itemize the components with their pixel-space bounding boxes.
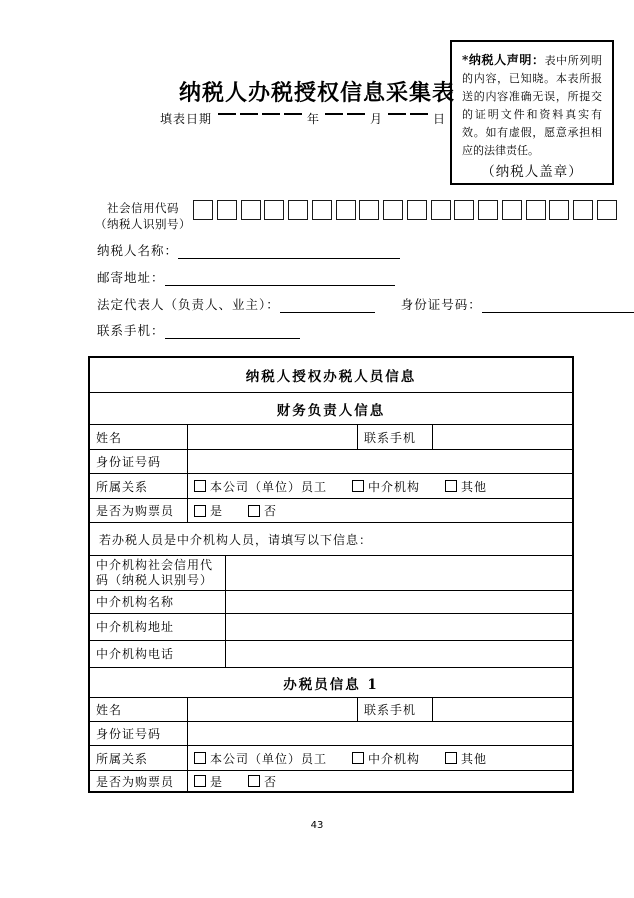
cfo-relation-option-other: 其他 <box>445 478 487 495</box>
mailing-address-field <box>97 268 395 286</box>
clerk1-relation-row <box>90 745 572 770</box>
cfo-mobile-label: 联系手机 <box>357 425 432 449</box>
page-number: 43 <box>310 820 324 831</box>
blank-line-segment <box>218 113 236 115</box>
taxpayer-stamp-label: （纳税人盖章） <box>481 164 583 180</box>
agency-note: 若办税人员是中介机构人员，请填写以下信息： <box>99 532 373 547</box>
credit-code-box <box>217 200 237 220</box>
credit-code-box <box>454 200 474 220</box>
agency-note-row <box>90 522 572 555</box>
clerk1-mobile-label: 联系手机 <box>357 698 432 721</box>
credit-code-box <box>407 200 427 220</box>
clerk1-relation-option-employee: 本公司（单位）员工 <box>194 750 327 767</box>
contact-mobile-blank <box>165 325 300 339</box>
clerk1-section-header: 办税员信息 1 <box>283 676 379 693</box>
cfo-relation-option-agency: 中介机构 <box>352 478 420 495</box>
credit-code-box <box>312 200 332 220</box>
cfo-name-row <box>90 424 572 449</box>
credit-code-label-line2: （纳税人识别号） <box>95 217 191 231</box>
legal-rep-blank <box>280 299 375 313</box>
clerk1-ticket-option-yes: 是 <box>194 773 223 790</box>
clerk1-name-row <box>90 697 572 721</box>
clerk1-id-label: 身份证号码 <box>96 727 162 741</box>
credit-code-box <box>241 200 261 220</box>
clerk1-relation-option-agency: 中介机构 <box>352 750 420 767</box>
credit-code-box <box>526 200 546 220</box>
credit-code-box <box>478 200 498 220</box>
clerk1-ticket-option-no: 否 <box>248 773 277 790</box>
contact-mobile-label: 联系手机： <box>97 323 165 338</box>
credit-code-box <box>359 200 379 220</box>
checkbox-icon <box>194 505 206 517</box>
credit-code-box <box>288 200 308 220</box>
clerk1-ticket-row <box>90 770 572 791</box>
cfo-relation-options <box>187 474 572 498</box>
fill-date-label: 填表日期 <box>160 112 213 126</box>
clerk1-relation-options <box>187 746 572 770</box>
clerk1-id-value-cell <box>187 722 572 745</box>
credit-code-label <box>93 200 193 232</box>
agency-address-row <box>90 613 572 640</box>
agency-phone-row <box>90 640 572 667</box>
clerk1-section-header-row <box>90 667 572 697</box>
checkbox-icon <box>445 480 457 492</box>
credit-code-box <box>431 200 451 220</box>
agency-name-value-cell <box>225 591 572 613</box>
cfo-id-row <box>90 449 572 473</box>
taxpayer-name-blank <box>178 245 400 259</box>
credit-code-box <box>549 200 569 220</box>
id-number-blank <box>482 299 634 313</box>
cfo-relation-option-employee: 本公司（单位）员工 <box>194 478 327 495</box>
cfo-section-header: 财务负责人信息 <box>276 402 386 419</box>
credit-code-label-line1: 社会信用代码 <box>107 201 179 215</box>
clerk1-id-row <box>90 721 572 745</box>
cfo-ticket-options <box>187 499 572 522</box>
cfo-mobile-value-cell <box>432 425 572 449</box>
cfo-relation-row <box>90 473 572 498</box>
day-label: 日 <box>433 112 447 126</box>
cfo-relation-label: 所属关系 <box>96 479 149 494</box>
agency-phone-value-cell <box>225 641 572 667</box>
agency-credit-code-row <box>90 555 572 590</box>
credit-code-box <box>264 200 284 220</box>
credit-code-box <box>336 200 356 220</box>
clerk1-ticket-label: 是否为购票员 <box>96 774 175 789</box>
cfo-name-value-cell <box>187 425 357 449</box>
id-number-label: 身份证号码： <box>400 297 482 312</box>
cfo-id-value-cell <box>187 450 572 473</box>
checkbox-icon <box>194 480 206 492</box>
agency-credit-code-value-cell <box>225 556 572 590</box>
checkbox-icon <box>445 752 457 764</box>
mailing-address-label: 邮寄地址： <box>97 270 165 285</box>
cfo-name-label: 姓名 <box>96 430 123 445</box>
form-title: 纳税人办税授权信息采集表 <box>178 80 455 106</box>
clerk1-mobile-value-cell <box>432 698 572 721</box>
checkbox-icon <box>352 752 364 764</box>
checkbox-icon <box>248 775 260 787</box>
table-main-header: 纳税人授权办税人员信息 <box>245 369 417 385</box>
agency-address-value-cell <box>225 614 572 640</box>
cfo-ticket-option-no: 否 <box>248 502 277 519</box>
credit-code-boxes <box>193 200 617 220</box>
authorization-table <box>88 356 574 793</box>
checkbox-icon <box>194 775 206 787</box>
legal-rep-label: 法定代表人（负责人、业主）： <box>97 297 280 312</box>
cfo-ticket-label: 是否为购票员 <box>96 504 175 518</box>
cfo-id-label: 身份证号码 <box>96 455 162 469</box>
declaration-body: 表中所列明的内容，已知晓。本表所报送的内容准确无误，所提交的证明文件和资料真实有效。如有虚假，愿意承担相应的法律责任。 <box>462 54 603 157</box>
mailing-address-blank <box>165 272 395 286</box>
taxpayer-declaration-box <box>450 40 614 185</box>
agency-phone-label: 中介机构电话 <box>96 646 175 661</box>
year-label: 年 <box>307 112 321 126</box>
cfo-section-header-row <box>90 392 572 424</box>
contact-mobile-field <box>97 321 300 339</box>
credit-code-box <box>502 200 522 220</box>
month-label: 月 <box>370 112 384 126</box>
credit-code-box <box>193 200 213 220</box>
checkbox-icon <box>352 480 364 492</box>
agency-address-label: 中介机构地址 <box>96 619 175 634</box>
credit-code-box <box>573 200 593 220</box>
credit-code-box <box>597 200 617 220</box>
table-main-header-row <box>90 358 572 392</box>
agency-credit-code-label: 中介机构社会信用代码（纳税人识别号） <box>96 558 214 587</box>
taxpayer-name-field <box>97 241 400 259</box>
taxpayer-name-label: 纳税人名称： <box>97 243 179 258</box>
clerk1-name-label: 姓名 <box>96 703 123 717</box>
checkbox-icon <box>248 505 260 517</box>
clerk1-relation-option-other: 其他 <box>445 750 487 767</box>
clerk1-relation-label: 所属关系 <box>96 751 149 766</box>
cfo-ticket-option-yes: 是 <box>194 502 223 519</box>
agency-name-label: 中介机构名称 <box>96 594 175 609</box>
clerk1-ticket-options <box>187 771 572 791</box>
legal-rep-field <box>97 295 634 313</box>
credit-code-box <box>383 200 403 220</box>
declaration-heading: *纳税人声明： <box>462 53 545 67</box>
agency-name-row <box>90 590 572 613</box>
checkbox-icon <box>194 752 206 764</box>
cfo-ticket-row <box>90 498 572 522</box>
clerk1-name-value-cell <box>187 698 357 721</box>
